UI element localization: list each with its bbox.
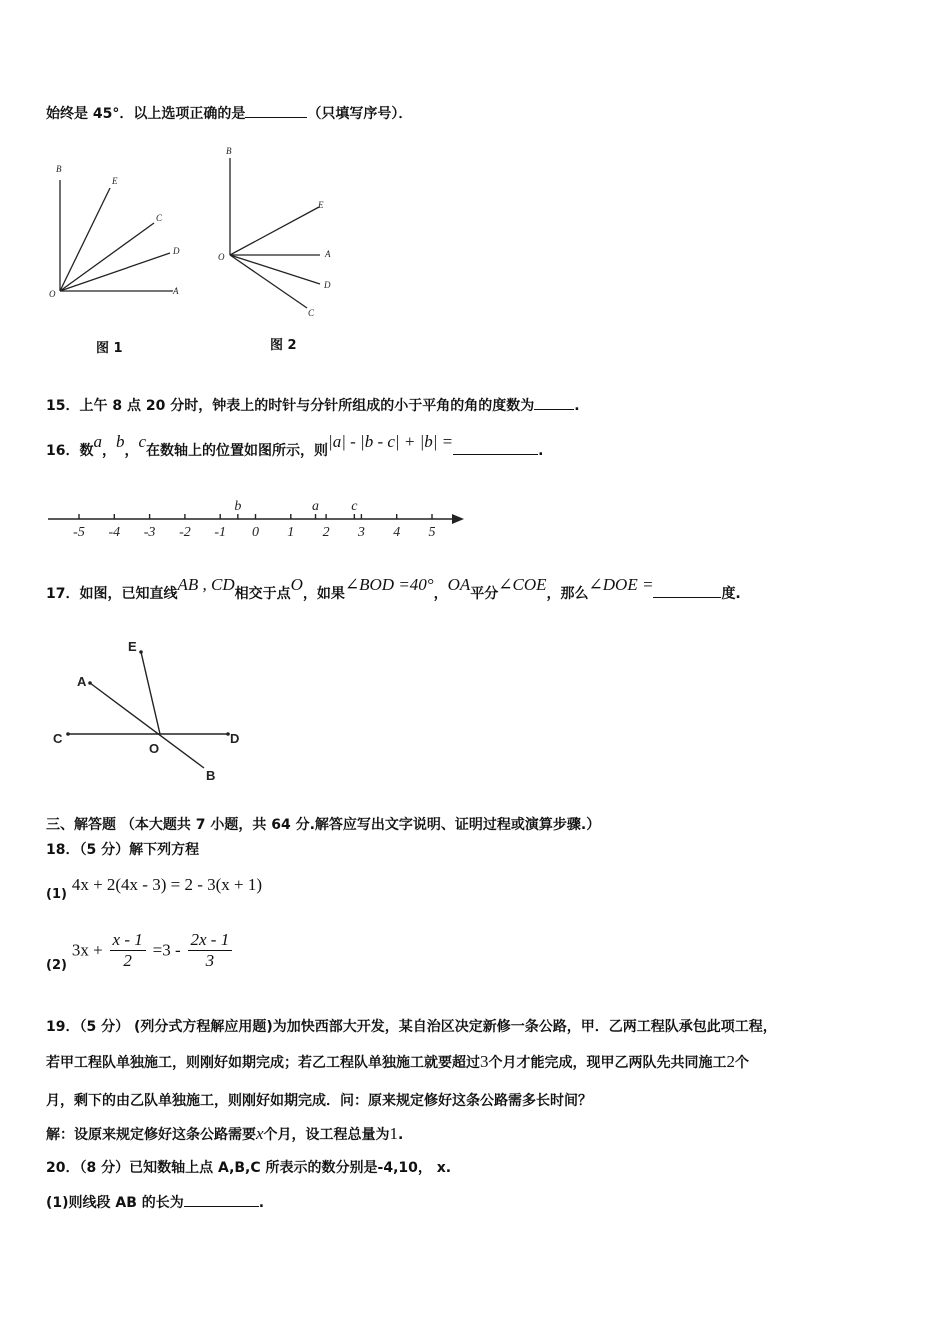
point-a xyxy=(88,681,92,685)
label-d: D xyxy=(173,246,180,256)
tick-label: 1 xyxy=(287,525,295,540)
label-a: A xyxy=(77,674,87,689)
equation-2: (2) 3x + $\frac{x - 1}{2}$ =3 - $\frac{2x - 1}{3}$ xyxy=(46,930,234,971)
figure-1-caption: 图 1 xyxy=(96,341,123,356)
label-d: D xyxy=(324,280,331,290)
ray-oe xyxy=(60,188,110,291)
question-19-line-1: 19．（5 分） (列分式方程解应用题)为加快西部大开发，某自治区决定新修一条公路，甲．乙两工程队承包此项工程， xyxy=(46,1019,777,1035)
label-b: B xyxy=(226,146,232,156)
question-15: 15．上午 8 点 20 分时，钟表上的时针与分针所组成的小于平角的角的度数为 . xyxy=(46,395,580,416)
tick-label: -2 xyxy=(179,525,191,540)
answer-blank[interactable] xyxy=(245,103,307,118)
tick-label: 5 xyxy=(428,525,436,540)
ray-oc xyxy=(230,255,307,308)
number-line xyxy=(44,492,474,542)
tick-label: 3 xyxy=(357,525,365,540)
fraction: $\frac{x - 1}{2}$ xyxy=(110,930,146,971)
label-c: C xyxy=(53,731,63,746)
label-e: E xyxy=(318,200,324,210)
tick-label: -1 xyxy=(214,525,227,540)
label-a: A xyxy=(325,249,331,259)
point-label-b: b xyxy=(234,499,242,514)
label-a: A xyxy=(173,286,179,296)
point-e xyxy=(139,650,143,654)
label-d: D xyxy=(230,731,240,746)
question-16: 16．数a，b，c在数轴上的位置如图所示，则|a| - |b - c| + |b| = . xyxy=(46,432,544,459)
equation-1: (1) 4x + 2(4x - 3) = 2 - 3(x + 1) xyxy=(46,875,263,902)
figure-2 xyxy=(212,142,342,322)
ray-od xyxy=(60,253,170,291)
tick-label: 4 xyxy=(393,525,401,540)
fraction: $\frac{2x - 1}{3}$ xyxy=(188,930,233,971)
label-e: E xyxy=(128,639,137,654)
tick-label: -3 xyxy=(143,525,156,540)
figure-3 xyxy=(48,636,258,786)
ray-oc xyxy=(60,223,154,291)
label-b: B xyxy=(206,768,216,783)
question-19-line-2: 若甲工程队单独施工，则刚好如期完成；若乙工程队单独施工就要超过3个月才能完成，现甲乙两队先共同施工2个 xyxy=(46,1052,749,1071)
label-o: O xyxy=(49,289,56,299)
intro-line: 始终是 45°．以上选项正确的是 （只填写序号）． xyxy=(46,103,412,124)
question-20-part-1: (1)则线段 AB 的长为 . xyxy=(46,1192,264,1213)
label-o: O xyxy=(149,741,160,756)
ray-od xyxy=(230,255,320,284)
question-19-line-3: 月，剩下的由乙队单独施工，则刚好如期完成．问：原来规定修好这条公路需多长时间？ xyxy=(46,1093,592,1109)
question-17: 17．如图，已知直线AB , CD相交于点O，如果∠BOD =40°，OA平分∠COE，那么∠DOE = 度. xyxy=(46,575,741,602)
tick-label: 0 xyxy=(252,525,259,540)
answer-blank[interactable] xyxy=(653,583,721,598)
absolute-value-expression: |a| - |b - c| + |b| = xyxy=(328,432,454,451)
answer-blank[interactable] xyxy=(534,395,574,410)
label-c: C xyxy=(308,308,315,318)
tick-label: 2 xyxy=(322,525,330,540)
point-c xyxy=(66,732,70,736)
point-label-c: c xyxy=(351,499,358,514)
question-18: 18．（5 分）解下列方程 xyxy=(46,842,200,858)
answer-blank[interactable] xyxy=(184,1192,259,1207)
label-b: B xyxy=(56,164,62,174)
label-c: C xyxy=(156,213,163,223)
ray-oe xyxy=(230,207,319,255)
figure-1 xyxy=(40,160,200,305)
label-e: E xyxy=(112,176,118,186)
line-ab xyxy=(90,683,204,768)
ray-oe xyxy=(141,652,160,734)
tick-label: -5 xyxy=(73,525,85,540)
answer-blank[interactable] xyxy=(453,440,538,455)
question-19-line-4: 解：设原来规定修好这条公路需要x个月，设工程总量为1. xyxy=(46,1124,404,1143)
tick-label: -4 xyxy=(108,525,121,540)
label-o: O xyxy=(218,252,225,262)
figure-2-caption: 图 2 xyxy=(270,338,297,353)
section-heading: 三、解答题 （本大题共 7 小题，共 64 分.解答应写出文字说明、证明过程或演算步骤.） xyxy=(46,817,601,833)
arrow-icon xyxy=(452,514,464,524)
question-20: 20．（8 分）已知数轴上点 A,B,C 所表示的数分别是-4,10， x. xyxy=(46,1160,452,1176)
point-label-a: a xyxy=(312,499,320,514)
